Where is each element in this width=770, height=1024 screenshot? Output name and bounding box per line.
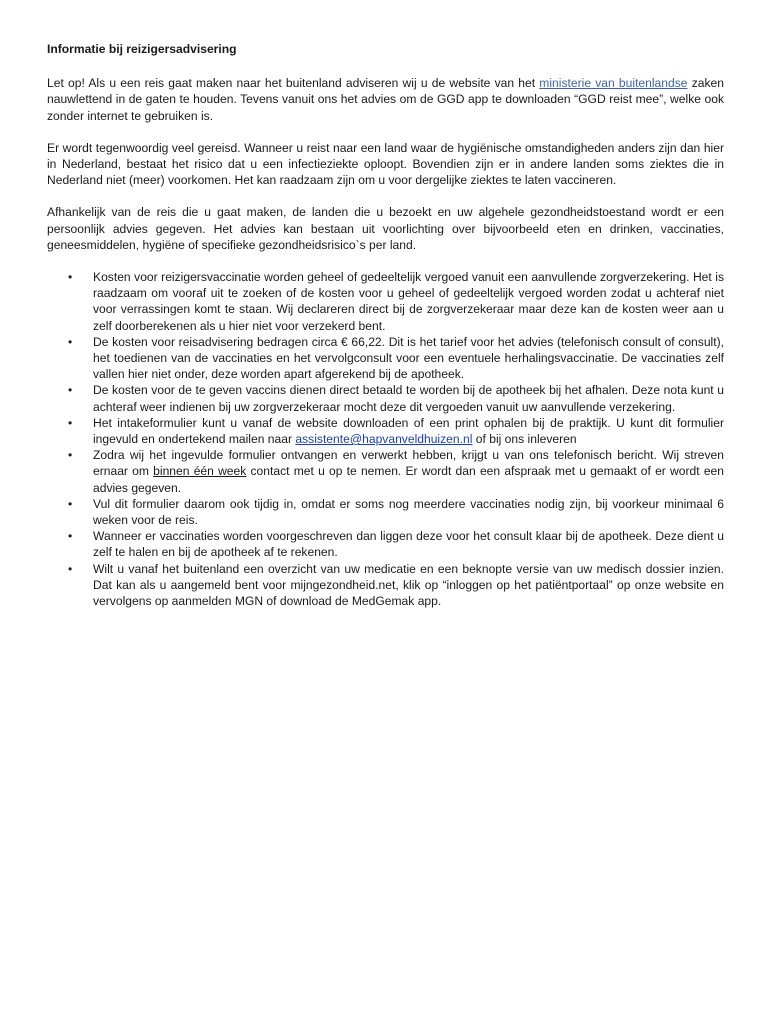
personal-advice-paragraph: Afhankelijk van de reis die u gaat maken, de landen die u bezoekt en uw algehele gezondheidstoestand wordt er een persoonlijk advies gegeven. Het advies kan bestaan uit voorlichting over bijvoorbeeld eten en drinken, vaccinaties, geneesmiddelen, hygiëne of specifieke gezondheidsrisico`s per land. bbox=[47, 205, 724, 252]
page-title: Informatie bij reizigersadvisering bbox=[47, 42, 237, 56]
within-one-week-underlined: binnen één week bbox=[153, 464, 247, 479]
list-item-text: De kosten voor de te geven vaccins dienen direct betaald te worden bij de apotheek bij het afhalen. Deze nota kunt u achteraf weer indienen bij uw zorgverzekeraar mocht deze dit vergoeden vanuit uw aanvullende verzekering. bbox=[93, 383, 724, 414]
bullet-icon: • bbox=[68, 415, 73, 430]
bullet-icon: • bbox=[68, 561, 73, 576]
document-page bbox=[47, 41, 724, 609]
list-item-fill-in-early bbox=[47, 496, 724, 528]
bullet-icon: • bbox=[68, 448, 73, 463]
intro-paragraph bbox=[47, 75, 724, 124]
list-item-response-time bbox=[47, 447, 724, 496]
info-bullet-list bbox=[47, 269, 724, 609]
list-item-advice-costs bbox=[47, 334, 724, 383]
list-item-vaccine-payment bbox=[47, 382, 724, 414]
bullet-icon: • bbox=[68, 334, 73, 349]
bullet-icon: • bbox=[68, 383, 73, 398]
list-item-medical-record-abroad bbox=[47, 561, 724, 610]
assistant-email-link[interactable]: assistente@hapvanveldhuizen.nl bbox=[295, 432, 473, 447]
list-item-text: Kosten voor reizigersvaccinatie worden geheel of gedeeltelijk vergoed vanuit een aanvullende zorgverzekering. Het is raadzaam om vooraf uit te zoeken of de kosten voor u geheel of gedeeltelijk vergoed worden zodat u achteraf niet voor verrassingen komt te staan. Wij declareren direct bij de zorgverzekeraar maar deze kan de kosten weer aan u zelf doorberekenen als u hier niet voor verzekerd bent. bbox=[93, 270, 724, 333]
intro-text-before-link: Let op! Als u een reis gaat maken naar het buitenland adviseren wij u de website van het bbox=[47, 76, 540, 91]
list-item-text: De kosten voor reisadvisering bedragen circa € 66,22. Dit is het tarief voor het advies (telefonisch consult of consult), het toedienen van de vaccinaties en het vervolgconsult voor een eventuele herhalingsvaccinatie. De vaccinaties zelf vallen hier niet onder, deze worden apart afgerekend bij de apotheek. bbox=[93, 334, 724, 382]
bullet-icon: • bbox=[68, 529, 73, 544]
list-item-pharmacy-pickup bbox=[47, 528, 724, 560]
list-item-text-after-underline: contact met u op te nemen. Er wordt dan een afspraak met u gemaakt of er wordt een advies gegeven. bbox=[93, 464, 724, 495]
ministry-foreign-affairs-link[interactable]: ministerie van buitenlandse bbox=[539, 76, 688, 91]
list-item-intake-form bbox=[47, 415, 724, 447]
list-item-text: Wilt u vanaf het buitenland een overzicht van uw medicatie en een beknopte versie van uw medisch dossier inzien. Dat kan als u aangemeld bent voor mijngezondheid.net, klik op “inloggen op het patiëntportaal” op onze website en vervolgens op aanmelden MGN of download de MedGemak app. bbox=[93, 561, 724, 609]
list-item-text-after-email: of bij ons inleveren bbox=[472, 432, 577, 447]
list-item-text-before-email: Het intakeformulier kunt u vanaf de website downloaden of een print ophalen bij de praktijk. U kunt dit formulier ingevuld en ondertekend mailen naar bbox=[93, 415, 724, 447]
list-item-text: Vul dit formulier daarom ook tijdig in, omdat er soms nog meerdere vaccinaties nodig zijn, bij voorkeur minimaal 6 weken voor de reis. bbox=[93, 496, 724, 528]
bullet-icon: • bbox=[68, 270, 73, 285]
bullet-icon: • bbox=[68, 496, 73, 511]
list-item-text: Wanneer er vaccinaties worden voorgeschreven dan liggen deze voor het consult klaar bij de apotheek. Deze dient u zelf te halen en bij de apotheek af te rekenen. bbox=[93, 529, 724, 560]
list-item-text-before-underline: Zodra wij het ingevulde formulier ontvangen en verwerkt hebben, krijgt u van ons telefonisch bericht. Wij streven ernaar om bbox=[93, 448, 724, 479]
list-item-vaccination-costs bbox=[47, 269, 724, 334]
travel-risk-paragraph: Er wordt tegenwoordig veel gereisd. Wanneer u reist naar een land waar de hygiënische omstandigheden anders zijn dan hier in Nederland, bestaat het risico dat u een infectieziekte oploopt. Bovendien zijn er in andere landen soms ziektes die in Nederland niet (meer) voorkomen. Het kan raadzaam zijn om u voor dergelijke ziektes te laten vaccineren. bbox=[47, 140, 724, 188]
intro-text-after-link: zaken nauwlettend in de gaten te houden. Tevens vanuit ons het advies om de GGD app te downloaden “GGD reist mee”, welke ook zonder internet te gebruiken is. bbox=[47, 76, 724, 123]
